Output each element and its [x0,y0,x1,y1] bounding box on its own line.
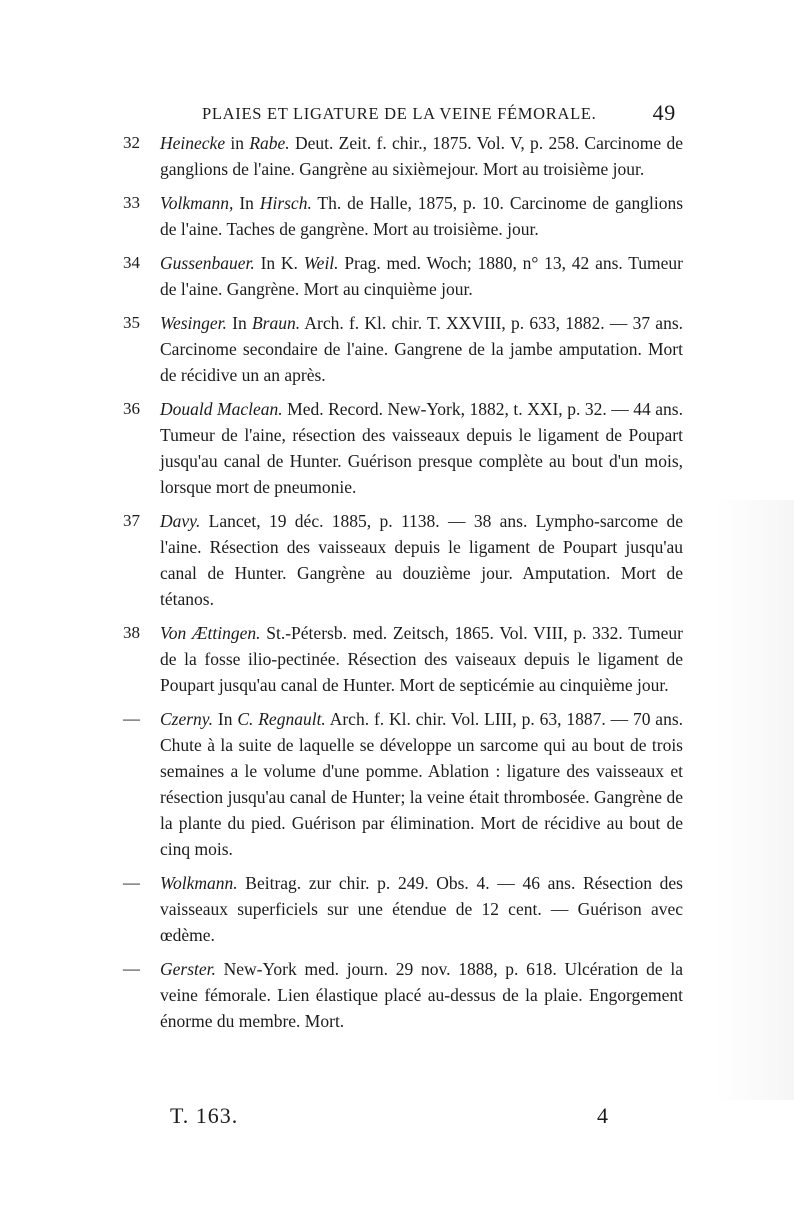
case-text [160,620,683,698]
case-description: Th. de Halle, 1875, p. 10. Carcinome de ganglions de l'aine. Taches de gangrène. Mort au troisième. jour. [160,193,684,239]
page-footer [158,1103,628,1133]
case-text [160,396,683,500]
case-list [123,130,683,1042]
case-description: Arch. f. Kl. chir. Vol. LIII, p. 63, 1887. — 70 ans. Chute à la suite de laquelle se développe un sarcome qui au bout de trois semaines a le volume d'une pomme. Ablation : ligature des vaisseaux et résection jusqu'au canal de Hunter; la veine était thrombosée. Gangrène de la plante du pied. Guérison par élimination. Mort de récidive au bout de cinq mois. [160,709,684,859]
connector-text: in [225,133,250,153]
author-name: Wesinger. [160,313,227,333]
case-entry [123,508,683,612]
case-description: Beitrag. zur chir. p. 249. Obs. 4. — 46 ans. Résection des vaisseaux superficiels sur une étendue de 12 cent. — Guérison avec œdème. [160,873,683,945]
case-description: Arch. f. Kl. chir. T. XXVIII, p. 633, 1882. — 37 ans. Carcinome secondaire de l'aine. Gangrene de la jambe amputation. Mort de récidive un an après. [160,313,684,385]
cited-author: Braun. [251,313,301,333]
cited-author: Weil. [303,253,339,273]
case-description: Lancet, 19 déc. 1885, p. 1138. — 38 ans. Lympho-sarcome de l'aine. Résection des vaisseaux depuis le ligament de Poupart jusqu'au canal de Hunter. Gangrène au douzième jour. Amputation. Mort de tétanos. [160,511,683,609]
case-entry [123,706,683,862]
cited-author: Hirsch. [259,193,312,213]
case-description: Prag. med. Woch; 1880, n° 13, 42 ans. Tumeur de l'aine. Gangrène. Mort au cinquième jour. [160,253,684,299]
case-text [160,706,683,862]
page-number: 49 [652,100,676,125]
running-title: PLAIES ET LIGATURE DE LA VEINE FÉMORALE. [202,104,597,123]
case-description: New-York med. journ. 29 nov. 1888, p. 618. Ulcération de la veine fémorale. Lien élastique placé au-dessus de la plaie. Engorgement énorme du membre. Mort. [160,959,683,1031]
case-number: 32 [123,133,140,152]
case-number: — [123,959,140,978]
case-text [160,190,683,242]
case-text [160,508,683,612]
case-entry [123,396,683,500]
connector-text: In [226,313,252,333]
cited-author: C. Regnault. [237,709,326,729]
author-name: Von Ættingen. [160,623,261,643]
author-name: Douald Maclean. [160,399,283,419]
case-number: 38 [123,623,140,642]
case-number: 33 [123,193,140,212]
case-text [160,870,683,948]
show-through-shadow [714,500,794,1100]
author-name: Davy. [160,511,201,531]
case-description: Deut. Zeit. f. chir., 1875. Vol. V, p. 258. Carcinome de ganglions de l'aine. Gangrène au sixièmejour. Mort au troisième jour. [160,133,683,179]
case-number: 37 [123,511,140,530]
connector-text: In K. [254,253,304,273]
author-name: Heinecke [160,133,226,153]
running-head [130,100,690,130]
case-entry [123,956,683,1034]
case-number: — [123,709,140,728]
author-name: Czerny. [160,709,213,729]
case-entry [123,870,683,948]
case-description: Med. Record. New-York, 1882, t. XXI, p. 32. — 44 ans. Tumeur de l'aine, résection des vaisseaux depuis le ligament de Poupart jusqu'au canal de Hunter. Guérison presque complète au bout d'un mois, lorsque mort de pneumonie. [160,399,683,497]
case-text [160,956,683,1034]
author-name: Gerster. [160,959,216,979]
author-name: Wolkmann. [160,873,238,893]
connector-text: In [213,709,238,729]
case-text [160,130,683,182]
connector-text: In [233,193,260,213]
case-description: St.-Pétersb. med. Zeitsch, 1865. Vol. VIII, p. 332. Tumeur de la fosse ilio-pectinée. Résection des vaiseaux depuis le ligament de Poupart jusqu'au canal de Hunter. Mort de septicémie au cinquième jour. [160,623,683,695]
case-entry [123,190,683,242]
author-name: Volkmann, [160,193,234,213]
case-number: 34 [123,253,140,272]
case-number: 36 [123,399,140,418]
sheet-number: 4 [597,1103,608,1128]
cited-author: Rabe. [249,133,290,153]
case-text [160,250,683,302]
author-name: Gussenbauer. [160,253,255,273]
case-entry [123,130,683,182]
signature-mark: T. 163. [170,1103,239,1128]
case-entry [123,250,683,302]
case-number: — [123,873,140,892]
case-entry [123,310,683,388]
case-text [160,310,683,388]
case-entry [123,620,683,698]
case-number: 35 [123,313,140,332]
